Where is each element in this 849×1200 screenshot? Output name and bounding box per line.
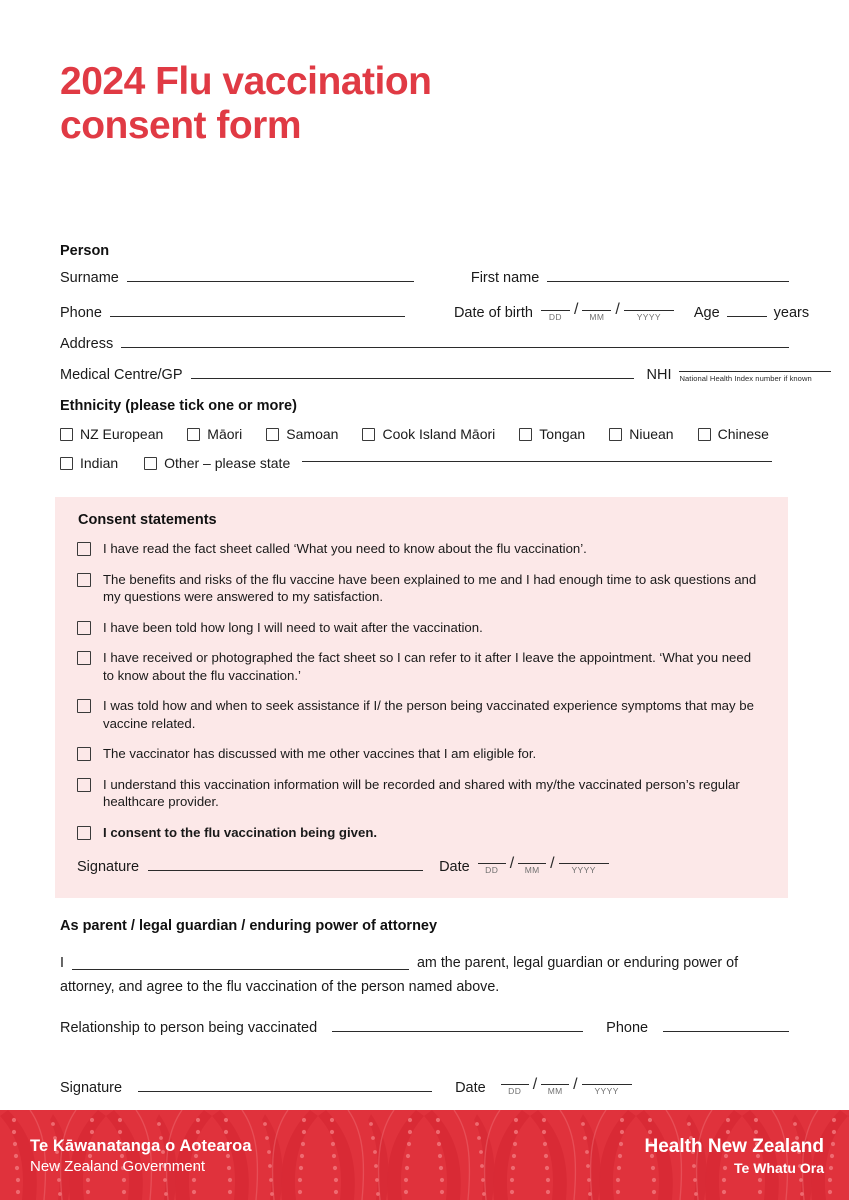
guardian-date-day[interactable] bbox=[501, 1084, 529, 1096]
consent-date-day[interactable] bbox=[478, 863, 506, 875]
surname-input[interactable] bbox=[127, 281, 414, 282]
person-heading: Person bbox=[60, 243, 110, 259]
guardian-date-field[interactable] bbox=[501, 1076, 632, 1096]
consent-date-year[interactable] bbox=[559, 863, 609, 875]
row-medical-nhi bbox=[60, 367, 812, 383]
footer-government-logo bbox=[30, 1136, 252, 1176]
guardian-declaration-part1: am the parent, legal guardian or enduring power of bbox=[416, 955, 739, 971]
guardian-declaration-row bbox=[60, 953, 789, 974]
guardian-date-year[interactable] bbox=[582, 1084, 632, 1096]
dob-slash-2: / bbox=[615, 301, 620, 318]
ethnicity-label: Samoan bbox=[286, 426, 339, 442]
medical-centre-input[interactable] bbox=[191, 378, 634, 379]
checkbox-icon[interactable] bbox=[77, 542, 91, 556]
guardian-relationship-input[interactable] bbox=[332, 1031, 583, 1032]
consent-date-month-caption: MM bbox=[524, 865, 540, 876]
guardian-name-input[interactable] bbox=[72, 969, 409, 970]
footer-right-line1: Health New Zealand bbox=[644, 1136, 824, 1157]
ethnicity-label: Niuean bbox=[629, 426, 674, 442]
page-title-line2: consent form bbox=[60, 104, 302, 148]
dob-month-caption: MM bbox=[589, 311, 605, 322]
medical-centre-label: Medical Centre/GP bbox=[60, 367, 183, 383]
consent-heading: Consent statements bbox=[78, 512, 217, 528]
checkbox-icon[interactable] bbox=[266, 428, 279, 441]
consent-statement-text: I was told how and when to seek assistance if I/ the person being vaccinated experience symptoms that may be vaccine related. bbox=[103, 698, 754, 731]
nhi-note: National Health Index number if known bbox=[679, 374, 812, 383]
row-phone-dob bbox=[60, 301, 810, 322]
nhi-field[interactable] bbox=[679, 371, 831, 383]
age-unit-label: years bbox=[773, 305, 810, 321]
guardian-date-label: Date bbox=[455, 1079, 486, 1096]
consent-statement-text: I understand this vaccination information will be recorded and shared with my/the vaccinated person’s regular healthcare provider. bbox=[103, 776, 740, 810]
address-input[interactable] bbox=[121, 347, 789, 348]
ethnicity-option-cook-island-maori[interactable] bbox=[362, 426, 495, 442]
guardian-date-month-caption: MM bbox=[547, 1086, 563, 1097]
footer-health-nz-logo bbox=[645, 1136, 825, 1178]
consent-statement[interactable] bbox=[77, 571, 766, 606]
guardian-date-slash-2: / bbox=[573, 1075, 578, 1093]
guardian-declaration-part2: attorney, and agree to the flu vaccination of the person named above. bbox=[60, 979, 500, 996]
ethnicity-heading: Ethnicity (please tick one or more) bbox=[60, 398, 297, 414]
guardian-date-month[interactable] bbox=[541, 1084, 569, 1096]
firstname-input[interactable] bbox=[547, 281, 789, 282]
guardian-signature-input[interactable] bbox=[138, 1091, 432, 1092]
checkbox-icon[interactable] bbox=[698, 428, 711, 441]
checkbox-icon[interactable] bbox=[77, 778, 91, 792]
guardian-relationship-label: Relationship to person being vaccinated bbox=[60, 1019, 318, 1036]
dob-month[interactable] bbox=[582, 310, 611, 322]
ethnicity-label: Māori bbox=[207, 426, 243, 442]
guardian-pronoun: I bbox=[60, 955, 64, 971]
consent-date-slash-1: / bbox=[509, 854, 515, 872]
ethnicity-row-2 bbox=[60, 455, 789, 471]
ethnicity-label: Tongan bbox=[539, 426, 586, 442]
guardian-date-day-caption: DD bbox=[508, 1086, 522, 1097]
checkbox-icon[interactable] bbox=[77, 699, 91, 713]
checkbox-icon[interactable] bbox=[187, 428, 200, 441]
checkbox-icon[interactable] bbox=[60, 457, 73, 470]
dob-day-caption: DD bbox=[548, 311, 562, 322]
consent-statement[interactable] bbox=[77, 540, 766, 558]
guardian-relationship-row bbox=[60, 1020, 789, 1036]
page-footer bbox=[0, 1110, 849, 1200]
page-title-line1: 2024 Flu vaccination bbox=[60, 60, 432, 103]
consent-statements-panel bbox=[55, 497, 788, 898]
checkbox-icon[interactable] bbox=[77, 573, 91, 587]
guardian-signature-row bbox=[60, 1076, 789, 1096]
firstname-label: First name bbox=[470, 270, 540, 286]
consent-statement-text: I have been told how long I will need to wait after the vaccination. bbox=[103, 619, 483, 635]
consent-statement-text: The vaccinator has discussed with me other vaccines that I am eligible for. bbox=[103, 746, 537, 762]
consent-date-year-caption: YYYY bbox=[571, 865, 596, 876]
dob-slash-1: / bbox=[573, 301, 579, 318]
consent-statement[interactable] bbox=[77, 619, 766, 637]
ethnicity-label: NZ European bbox=[80, 426, 164, 442]
phone-label: Phone bbox=[60, 305, 102, 321]
ethnicity-option-tongan[interactable] bbox=[519, 426, 585, 442]
consent-statement[interactable] bbox=[77, 697, 766, 732]
consent-statement-final[interactable] bbox=[77, 824, 766, 842]
ethnicity-option-samoan[interactable] bbox=[266, 426, 338, 442]
person-section bbox=[60, 243, 812, 383]
footer-right-line2: Te Whatu Ora bbox=[734, 1159, 824, 1176]
ethnicity-other-input[interactable] bbox=[302, 461, 772, 462]
guardian-date-year-caption: YYYY bbox=[594, 1086, 619, 1097]
consent-statement[interactable] bbox=[77, 649, 766, 684]
guardian-signature-label: Signature bbox=[60, 1079, 123, 1096]
ethnicity-label: Cook Island Māori bbox=[382, 426, 496, 442]
checkbox-icon[interactable] bbox=[144, 457, 157, 470]
phone-input[interactable] bbox=[110, 316, 405, 317]
guardian-date-slash-1: / bbox=[532, 1075, 538, 1093]
guardian-heading: As parent / legal guardian / enduring power of attorney bbox=[60, 918, 438, 934]
page-title bbox=[60, 60, 680, 148]
ethnicity-row-1 bbox=[60, 426, 789, 442]
age-label: Age bbox=[693, 305, 720, 321]
ethnicity-other-label: Other – please state bbox=[164, 455, 291, 471]
consent-date-slash-2: / bbox=[550, 854, 555, 872]
ethnicity-section bbox=[60, 398, 789, 471]
address-label: Address bbox=[60, 336, 114, 352]
ethnicity-label: Chinese bbox=[717, 426, 769, 442]
footer-left-line2: New Zealand Government bbox=[30, 1157, 206, 1175]
consent-date-label: Date bbox=[439, 858, 470, 875]
consent-signature-label: Signature bbox=[77, 858, 140, 875]
checkbox-icon[interactable] bbox=[77, 651, 91, 665]
consent-statement-text: I have received or photographed the fact sheet so I can refer to it after I leave the appointment. ‘What you need to know about the flu vaccination.’ bbox=[103, 650, 752, 683]
ethnicity-option-other[interactable] bbox=[144, 455, 290, 471]
consent-statement[interactable] bbox=[77, 776, 766, 811]
guardian-section bbox=[60, 918, 789, 1096]
surname-label: Surname bbox=[60, 270, 119, 286]
checkbox-icon[interactable] bbox=[609, 428, 622, 441]
checkbox-icon[interactable] bbox=[77, 826, 91, 840]
guardian-phone-label: Phone bbox=[606, 1019, 649, 1036]
nhi-label: NHI bbox=[646, 367, 672, 383]
checkbox-icon[interactable] bbox=[77, 621, 91, 635]
consent-statement-text: I consent to the flu vaccination being given. bbox=[103, 825, 378, 841]
ethnicity-option-indian[interactable] bbox=[60, 455, 118, 471]
ethnicity-option-maori[interactable] bbox=[187, 426, 242, 442]
consent-date-field[interactable] bbox=[478, 855, 609, 875]
ethnicity-option-niuean[interactable] bbox=[609, 426, 673, 442]
guardian-phone-input[interactable] bbox=[663, 1031, 789, 1032]
consent-signature-input[interactable] bbox=[148, 870, 423, 871]
ethnicity-option-nz-european[interactable] bbox=[60, 426, 163, 442]
checkbox-icon[interactable] bbox=[77, 747, 91, 761]
dob-year-caption: YYYY bbox=[636, 311, 661, 322]
dob-day[interactable] bbox=[541, 310, 570, 322]
dob-label: Date of birth bbox=[453, 305, 533, 321]
consent-date-month[interactable] bbox=[518, 863, 546, 875]
dob-field[interactable] bbox=[541, 301, 674, 321]
dob-year[interactable] bbox=[624, 310, 674, 322]
footer-left-line1: Te Kāwanatanga o Aotearoa bbox=[30, 1137, 252, 1155]
consent-statement[interactable] bbox=[77, 745, 766, 763]
row-address bbox=[60, 336, 789, 352]
row-name bbox=[60, 270, 789, 286]
ethnicity-label: Indian bbox=[80, 455, 119, 471]
checkbox-icon[interactable] bbox=[519, 428, 532, 441]
consent-date-day-caption: DD bbox=[485, 865, 499, 876]
nhi-input[interactable] bbox=[679, 371, 831, 372]
consent-statement-text: I have read the fact sheet called ‘What you need to know about the flu vaccination’. bbox=[103, 541, 587, 556]
checkbox-icon[interactable] bbox=[60, 428, 73, 441]
checkbox-icon[interactable] bbox=[362, 428, 375, 441]
consent-signature-row bbox=[77, 855, 766, 875]
age-input[interactable] bbox=[727, 316, 767, 317]
ethnicity-option-chinese[interactable] bbox=[698, 426, 769, 442]
consent-statement-text: The benefits and risks of the flu vaccine have been explained to me and I had enough time to ask questions and my questions were answered to my satisfaction. bbox=[103, 571, 757, 605]
